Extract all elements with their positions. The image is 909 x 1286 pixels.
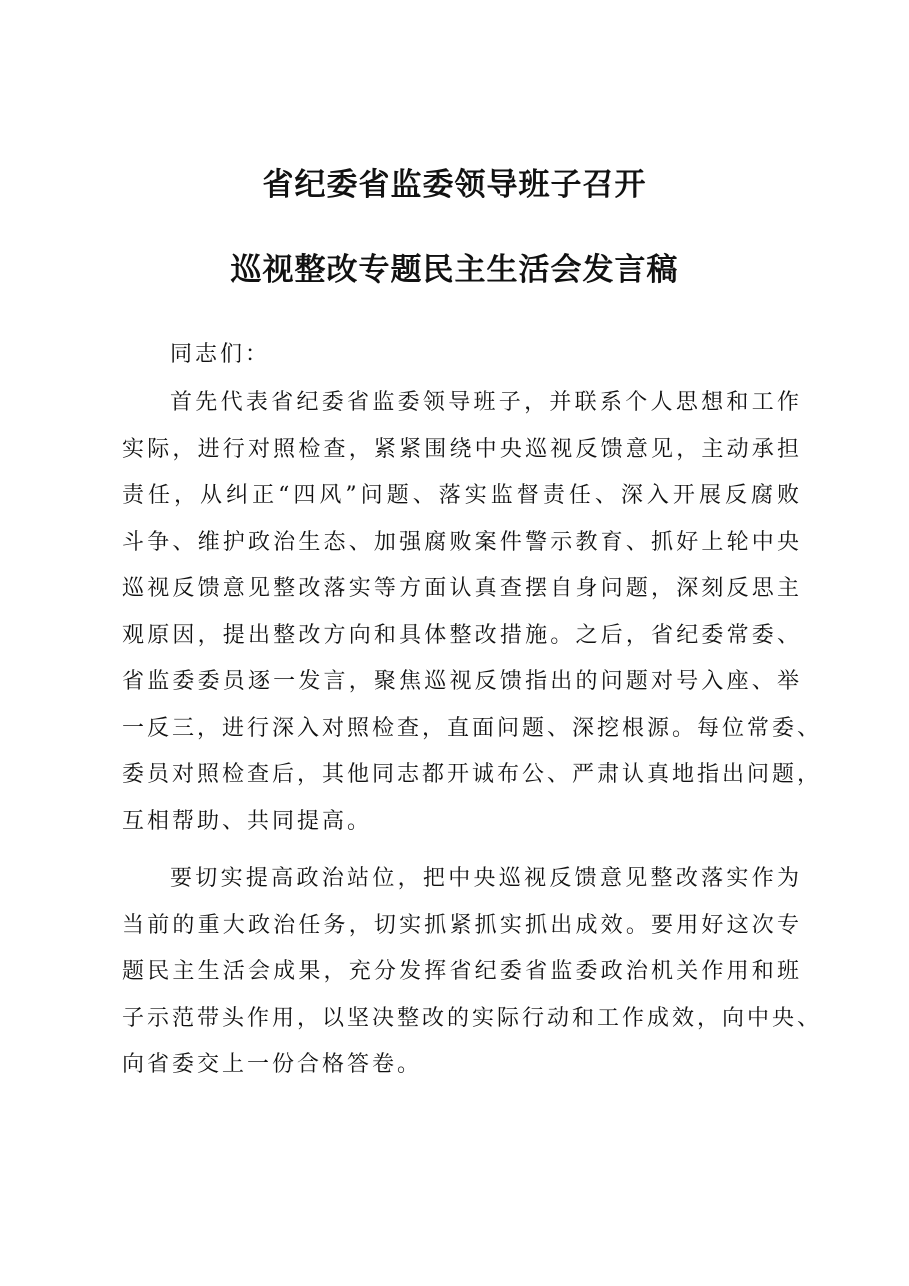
greeting: 同志们： <box>170 342 271 367</box>
paragraph-line: 首先代表省纪委省监委领导班子，并联系个人思想和工作 <box>170 390 802 415</box>
paragraph-1 <box>122 380 823 845</box>
paragraph-line: 巡视反馈意见整改落实等方面认真查摆自身问题，深刻反思主 <box>122 576 802 601</box>
document-title-line-1: 省纪委省监委领导班子召开 <box>262 167 647 203</box>
document-title-line-2: 巡视整改专题民主生活会发言稿 <box>230 252 679 288</box>
paragraph-line: 当前的重大政治任务，切实抓紧抓实抓出成效。要用好这次专 <box>122 912 802 938</box>
paragraph-line: 题民主生活会成果，充分发挥省纪委省监委政治机关作用和班 <box>122 959 802 984</box>
paragraph-line: 省监委委员逐一发言，聚焦巡视反馈指出的问题对号入座、举 <box>122 669 802 694</box>
paragraph-line: 观原因，提出整改方向和具体整改措施。之后，省纪委常委、 <box>122 622 802 648</box>
paragraph-line: 一反三，进行深入对照检查，直面问题、深挖根源。每位常委、 <box>122 715 823 741</box>
paragraph-line: 委员对照检查后，其他同志都开诚布公、严肃认真地指出问题， <box>122 762 823 787</box>
paragraph-line: 要切实提高政治站位，把中央巡视反馈意见整改落实作为 <box>170 866 802 891</box>
paragraph-line: 责任，从纠正“四风”问题、落实监督责任、深入开展反腐败 <box>122 483 802 508</box>
paragraph-line: 互相帮助、共同提高。 <box>122 808 373 834</box>
paragraph-2 <box>122 856 823 1089</box>
paragraph-line: 向省委交上一份合格答卷。 <box>122 1052 423 1077</box>
paragraph-line: 实际，进行对照检查，紧紧围绕中央巡视反馈意见，主动承担 <box>122 436 802 462</box>
paragraph-line: 斗争、维护政治生态、加强腐败案件警示教育、抓好上轮中央 <box>122 529 802 555</box>
paragraph-line: 子示范带头作用，以坚决整改的实际行动和工作成效，向中央、 <box>122 1005 823 1031</box>
